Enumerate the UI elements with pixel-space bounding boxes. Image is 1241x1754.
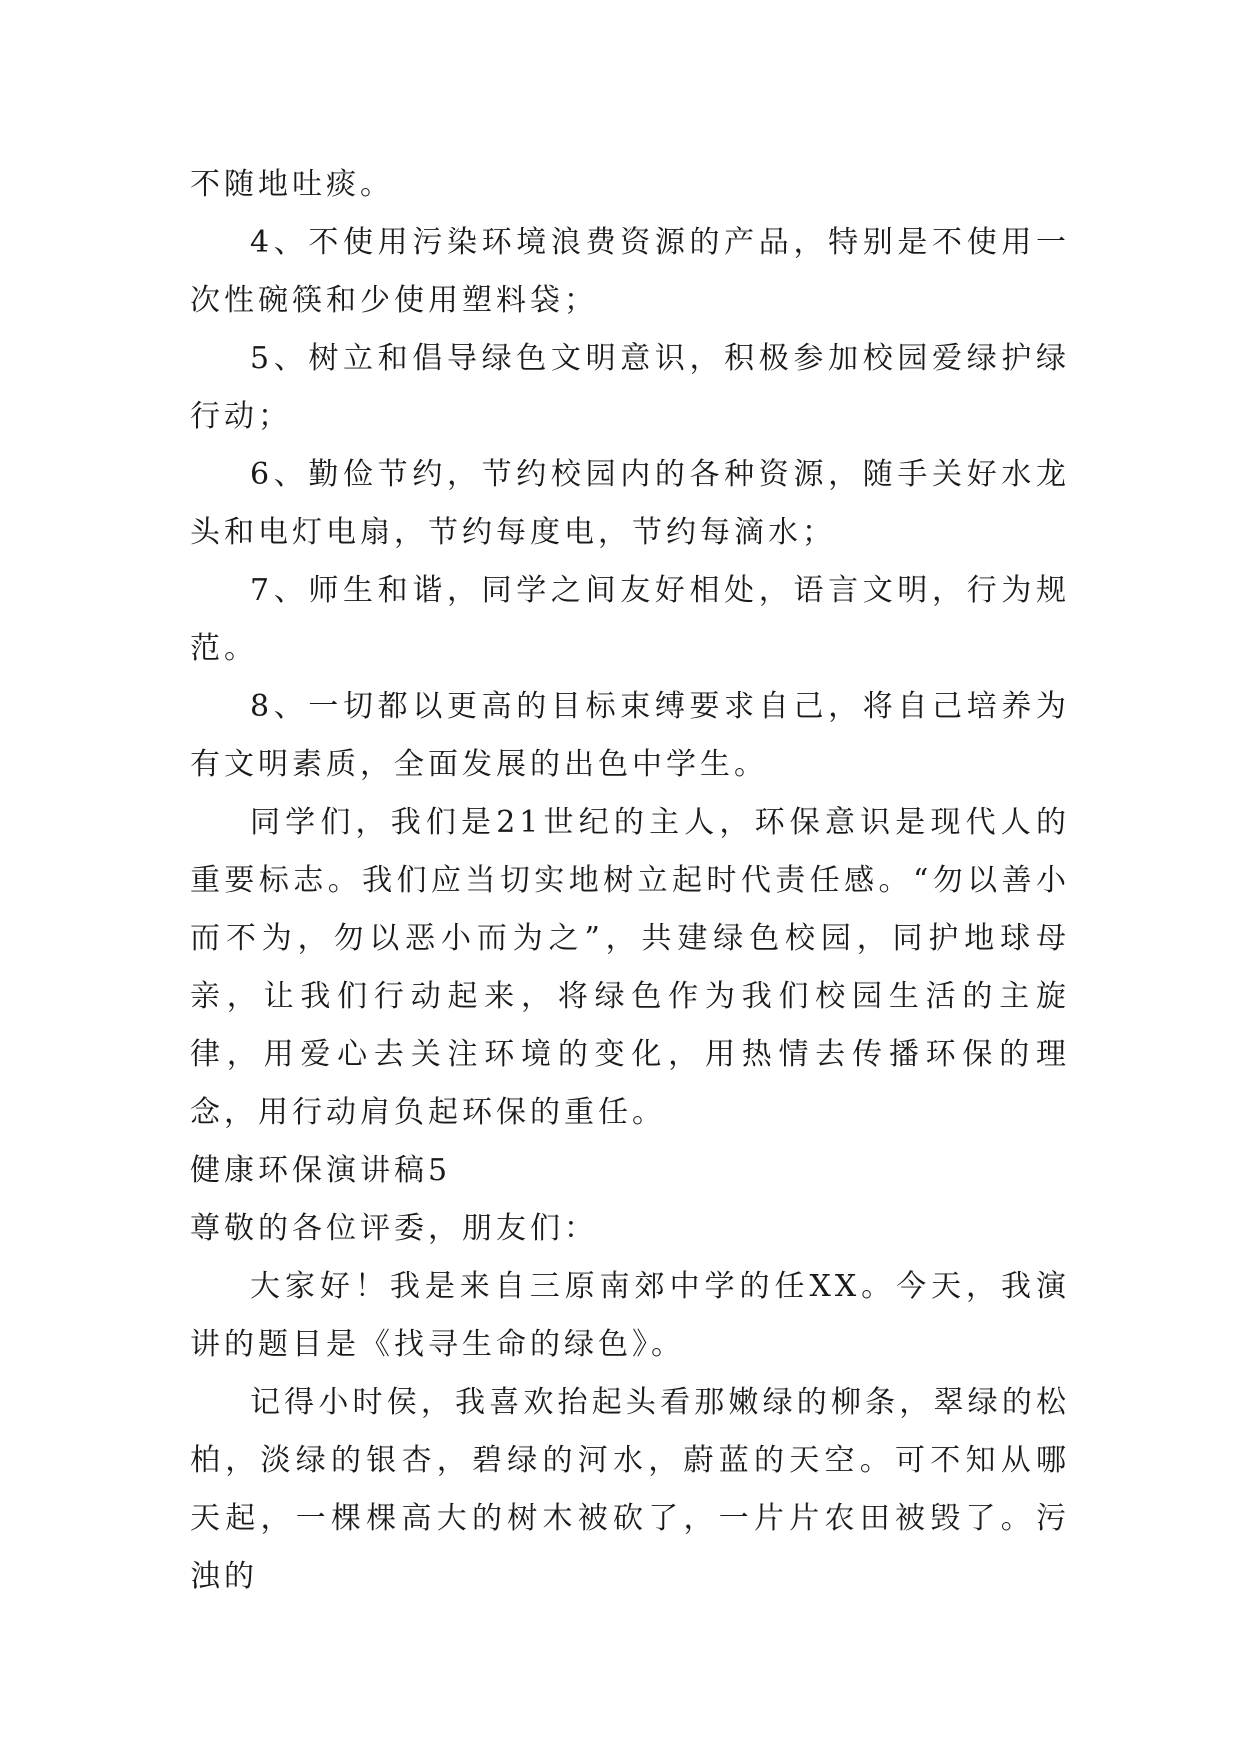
closing-paragraph: 同学们，我们是21世纪的主人，环保意识是现代人的重要标志。我们应当切实地树立起时代责任感。“勿以善小而不为，勿以恶小而为之”，共建绿色校园，同护地球母亲，让我们行动起来，将绿色作为我们校园生活的主旋律，用爱心去关注环境的变化，用热情去传播环保的理念，用行动肩负起环保的重任。	[190, 805, 1070, 1130]
section-title: 健康环保演讲稿5	[190, 1153, 452, 1188]
list-item-4: 4、不使用污染环境浪费资源的产品，特别是不使用一次性碗筷和少使用塑料袋；	[190, 225, 1070, 318]
intro-paragraph: 大家好！我是来自三原南郊中学的任XX。今天，我演讲的题目是《找寻生命的绿色》。	[190, 1269, 1070, 1362]
salutation: 尊敬的各位评委，朋友们：	[190, 1211, 598, 1246]
list-item-7: 7、师生和谐，同学之间友好相处，语言文明，行为规范。	[190, 573, 1070, 666]
list-item-6: 6、勤俭节约，节约校园内的各种资源，随手关好水龙头和电灯电扇，节约每度电，节约每滴水；	[190, 457, 1070, 550]
list-item-5: 5、树立和倡导绿色文明意识，积极参加校园爱绿护绿行动；	[190, 341, 1070, 434]
body-paragraph: 记得小时侯，我喜欢抬起头看那嫩绿的柳条，翠绿的松柏，淡绿的银杏，碧绿的河水，蔚蓝的天空。可不知从哪天起，一棵棵高大的树木被砍了，一片片农田被毁了。污浊的	[190, 1385, 1070, 1594]
paragraph-continuation: 不随地吐痰。	[190, 167, 394, 202]
list-item-8: 8、一切都以更高的目标束缚要求自己，将自己培养为有文明素质，全面发展的出色中学生。	[190, 689, 1070, 782]
document-body	[190, 156, 1070, 1606]
